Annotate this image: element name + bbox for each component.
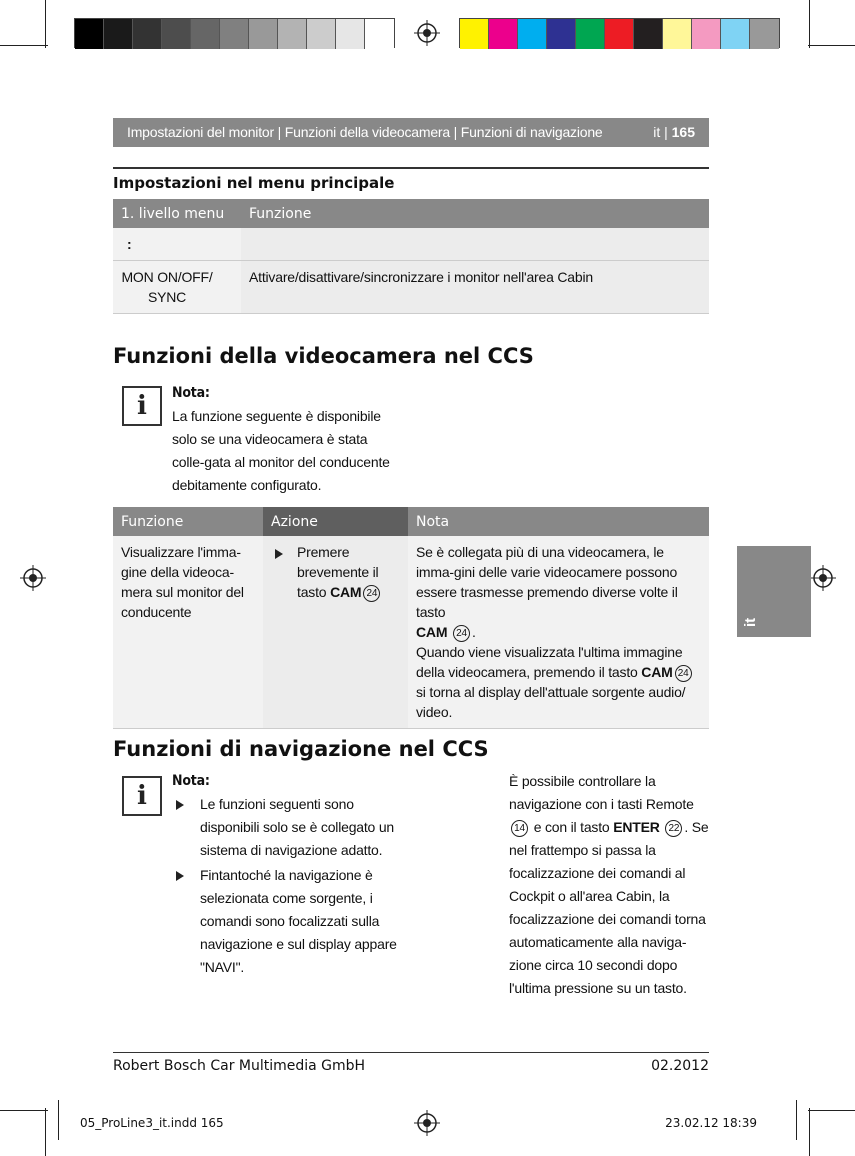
arrow-right-icon	[275, 549, 283, 559]
col-header-action: Azione	[263, 507, 408, 536]
crop-mark	[0, 1110, 48, 1111]
color-swatch	[634, 19, 663, 49]
table-cell	[241, 228, 709, 261]
grayscale-bar	[74, 18, 395, 48]
table-cell-note: Se è collegata più di una videocamera, le imma-gini delle varie videocamere possono essere trasmesse premendo diverse volte il tasto CAM 24 . Quando viene visualizzata l'ultima immagine della videocamera, premendo il tasto CAM 24 si torna al display dell'attuale sorgente audio/ video.	[408, 536, 709, 729]
color-swatch	[307, 19, 336, 49]
registration-mark-icon	[414, 20, 440, 46]
key-number-badge: 24	[675, 665, 692, 682]
col-header-menu-level: 1. livello menu	[113, 199, 241, 228]
menu-section-title: Impostazioni nel menu principale	[113, 174, 395, 192]
table-cell-description: Attivare/disattivare/sincronizzare i monitor nell'area Cabin	[241, 261, 709, 314]
color-swatch	[133, 19, 162, 49]
arrow-right-icon	[176, 871, 184, 881]
crop-mark	[45, 0, 46, 48]
col-header-function: Funzione	[241, 199, 709, 228]
color-swatch	[162, 19, 191, 49]
note-bullet: Le funzioni seguenti sono disponibili solo se è collegato un sistema di navigazione adatto.	[172, 793, 402, 862]
footer-divider	[113, 1052, 709, 1053]
table-cell-function: Visualizzare l'imma-gine della videoca-mera sul monitor del conducente	[113, 536, 263, 729]
info-icon: i	[122, 386, 162, 426]
divider	[113, 167, 709, 169]
nav-description: È possibile controllare la navigazione con i tasti Remote 14 e con il tasto ENTER 22 . Se nel frattempo si passa la focalizzazione dei comandi al Cockpit o all'area Cabin, la focalizzazione dei comandi torna automaticamente alla naviga-zione circa 10 secondi dopo l'ultima pressione su un tasto.	[509, 773, 709, 996]
crop-mark	[796, 1100, 797, 1140]
slug-filename: 05_ProLine3_it.indd 165	[80, 1116, 224, 1130]
arrow-right-icon	[176, 800, 184, 810]
language-tab: it	[737, 546, 811, 637]
crop-mark	[58, 1100, 59, 1140]
color-swatch	[104, 19, 133, 49]
color-swatch	[278, 19, 307, 49]
footer-company: Robert Bosch Car Multimedia GmbH	[113, 1058, 366, 1074]
color-swatch	[518, 19, 547, 49]
col-header-note: Nota	[408, 507, 709, 536]
header-page-number: it | 165	[653, 124, 695, 140]
crop-mark	[0, 45, 48, 46]
color-swatch	[336, 19, 365, 49]
table-cell-action: Premere brevemente il tasto CAM 24	[263, 536, 408, 729]
table-cell-menu-item: MON ON/OFF/ SYNC	[113, 261, 241, 314]
camera-section-title: Funzioni della videocamera nel CCS	[113, 344, 534, 368]
crop-mark	[808, 45, 855, 46]
header-breadcrumb: Impostazioni del monitor | Funzioni della videocamera | Funzioni di navigazione	[127, 124, 603, 140]
note-bullet: Fintantoché la navigazione è selezionata come sorgente, i comandi sono focalizzati sulla navigazione e sul display appare "NAVI".	[172, 864, 402, 979]
key-number-badge: 22	[665, 820, 682, 837]
note-label: Nota:	[172, 385, 210, 401]
crop-mark	[808, 1110, 855, 1111]
footer-date: 02.2012	[651, 1058, 709, 1074]
key-number-badge: 24	[453, 625, 470, 642]
color-swatch	[576, 19, 605, 49]
color-swatch	[605, 19, 634, 49]
nav-note	[172, 770, 402, 979]
info-icon: i	[122, 776, 162, 816]
color-swatch	[75, 19, 104, 49]
key-number-badge: 14	[511, 820, 528, 837]
color-swatch	[547, 19, 576, 49]
slug-timestamp: 23.02.12 18:39	[665, 1116, 757, 1130]
camera-table	[113, 507, 709, 729]
color-swatch	[365, 19, 394, 49]
color-swatch	[721, 19, 750, 49]
note-label: Nota:	[172, 773, 210, 789]
color-swatch	[460, 19, 489, 49]
color-swatch	[692, 19, 721, 49]
color-swatch	[191, 19, 220, 49]
color-swatch	[489, 19, 518, 49]
crop-mark	[45, 1108, 46, 1156]
col-header-function: Funzione	[113, 507, 263, 536]
registration-mark-icon	[810, 565, 836, 591]
color-swatch	[750, 19, 779, 49]
registration-mark-icon	[414, 1110, 440, 1136]
registration-mark-icon	[20, 565, 46, 591]
page-header	[113, 118, 709, 147]
note-text: La funzione seguente è disponibile solo se una videocamera è stata colle-gata al monitor del conducente debitamente configurato.	[172, 408, 390, 493]
nav-section-title: Funzioni di navigazione nel CCS	[113, 737, 489, 761]
color-bar	[459, 18, 780, 48]
camera-note	[172, 382, 402, 497]
color-swatch	[249, 19, 278, 49]
menu-table	[113, 199, 709, 314]
crop-mark	[809, 1108, 810, 1156]
table-cell: :	[113, 228, 241, 261]
color-swatch	[663, 19, 692, 49]
key-number-badge: 24	[363, 585, 380, 602]
crop-mark	[809, 0, 810, 48]
color-swatch	[220, 19, 249, 49]
